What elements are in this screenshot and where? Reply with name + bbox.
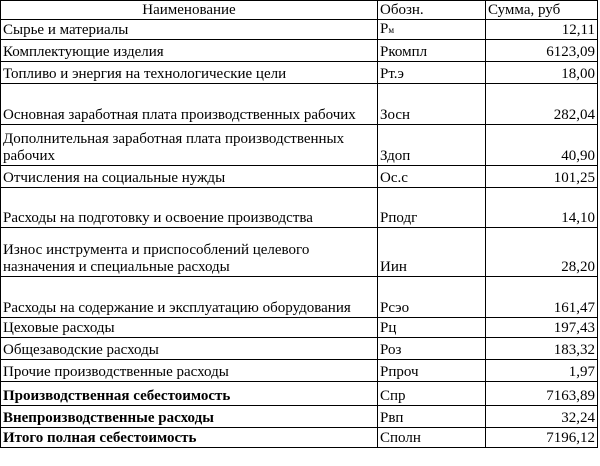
table-row <box>1 40 598 62</box>
row-sum: 161,47 <box>486 277 598 318</box>
table-row <box>1 20 598 40</box>
row-code: Зосн <box>378 84 486 125</box>
row-sum: 6123,09 <box>486 40 598 62</box>
row-name: Внепроизводственные расходы <box>1 406 378 428</box>
row-code: Рц <box>378 318 486 338</box>
row-name: Топливо и энергия на технологические цели <box>1 62 378 84</box>
row-name: Основная заработная плата производственных рабочих <box>1 84 378 125</box>
table-row-total <box>1 406 598 428</box>
row-sum: 7163,89 <box>486 382 598 406</box>
table-row <box>1 84 598 125</box>
table-row <box>1 277 598 318</box>
table-row <box>1 125 598 166</box>
table-row <box>1 318 598 338</box>
table-row <box>1 338 598 360</box>
row-name: Расходы на подготовку и освоение производства <box>1 188 378 228</box>
header-sum: Сумма, руб <box>486 1 598 20</box>
row-sum: 18,00 <box>486 62 598 84</box>
row-sum: 28,20 <box>486 228 598 277</box>
table-row <box>1 360 598 382</box>
row-sum: 32,24 <box>486 406 598 428</box>
row-sum: 7196,12 <box>486 428 598 448</box>
row-code-subscript: м <box>388 25 395 35</box>
row-name: Общезаводские расходы <box>1 338 378 360</box>
row-code: Рподг <box>378 188 486 228</box>
row-code-main: Р <box>380 21 389 37</box>
row-name: Производственная себестоимость <box>1 382 378 406</box>
row-sum: 1,97 <box>486 360 598 382</box>
row-code: Спр <box>378 382 486 406</box>
row-sum: 12,11 <box>486 20 598 40</box>
row-sum: 282,04 <box>486 84 598 125</box>
row-code: Рсэо <box>378 277 486 318</box>
row-sum: 183,32 <box>486 338 598 360</box>
row-code: Рт.э <box>378 62 486 84</box>
row-name: Износ инструмента и приспособлений целевого назначения и специальные расходы <box>1 228 378 277</box>
row-sum: 101,25 <box>486 166 598 188</box>
table-row-total <box>1 382 598 406</box>
row-code: Рвп <box>378 406 486 428</box>
row-name: Прочие производственные расходы <box>1 360 378 382</box>
row-code: Роз <box>378 338 486 360</box>
row-sum: 14,10 <box>486 188 598 228</box>
row-code <box>378 20 486 40</box>
row-name: Отчисления на социальные нужды <box>1 166 378 188</box>
table-row <box>1 228 598 277</box>
table-row <box>1 166 598 188</box>
header-name: Наименование <box>1 1 378 20</box>
row-code: Рпроч <box>378 360 486 382</box>
row-code: Ос.с <box>378 166 486 188</box>
row-sum: 40,90 <box>486 125 598 166</box>
row-code: Здоп <box>378 125 486 166</box>
table-row <box>1 188 598 228</box>
table-row-total <box>1 428 598 448</box>
row-sum: 197,43 <box>486 318 598 338</box>
row-name: Сырье и материалы <box>1 20 378 40</box>
row-code: Иин <box>378 228 486 277</box>
row-name: Дополнительная заработная плата производственных рабочих <box>1 125 378 166</box>
header-row <box>1 1 598 20</box>
row-code: Ркомпл <box>378 40 486 62</box>
row-name: Комплектующие изделия <box>1 40 378 62</box>
header-code: Обозн. <box>378 1 486 20</box>
row-code: Сполн <box>378 428 486 448</box>
table-row <box>1 62 598 84</box>
row-name: Итого полная себестоимость <box>1 428 378 448</box>
row-name: Расходы на содержание и эксплуатацию оборудования <box>1 277 378 318</box>
row-name: Цеховые расходы <box>1 318 378 338</box>
